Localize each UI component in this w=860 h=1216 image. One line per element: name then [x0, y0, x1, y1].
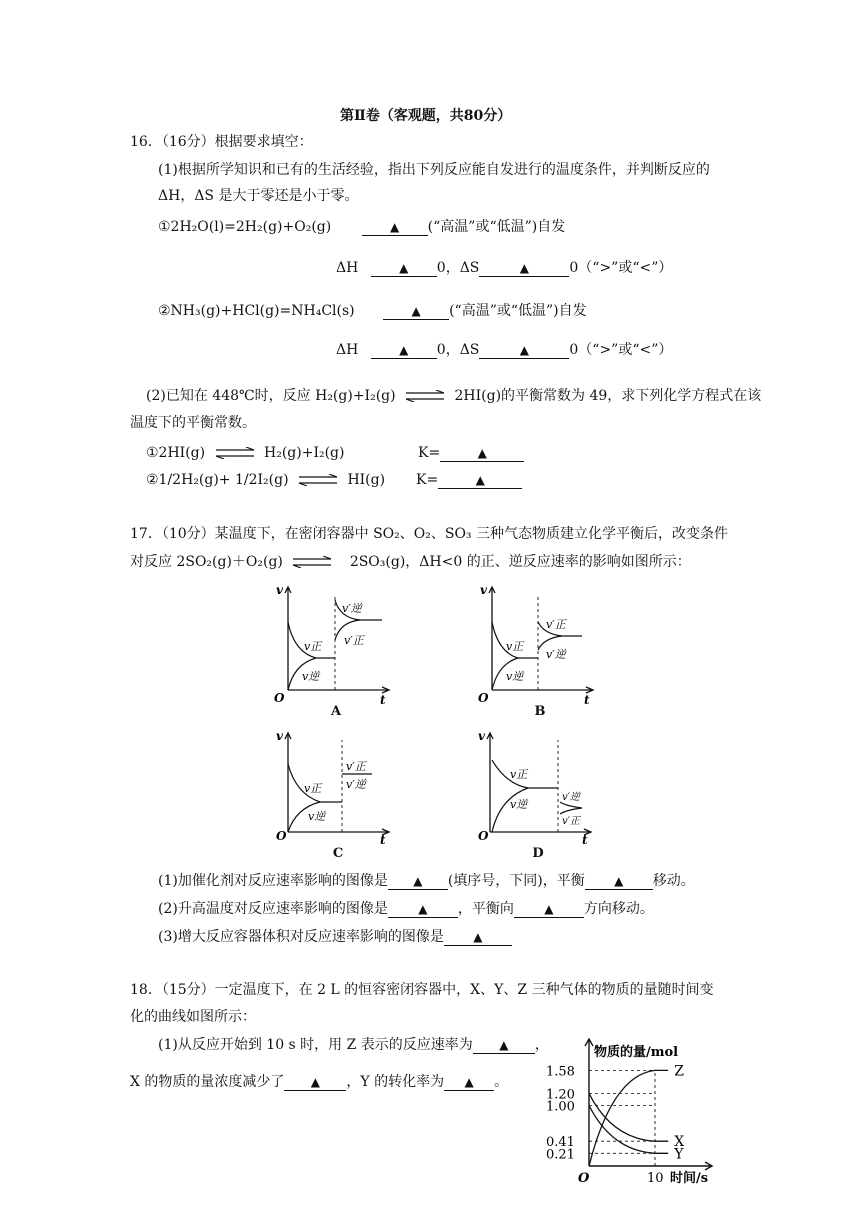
triangle-icon: ▲	[310, 1075, 321, 1089]
q18-sub-1-cont	[130, 1072, 508, 1092]
y-axis-label: 物质的量/mol	[594, 1045, 679, 1060]
q16-part1-text: (1)根据所学知识和已有的生活经验，指出下列反应能自发进行的温度条件，并判断反应的	[158, 162, 710, 178]
q16-k1	[418, 443, 524, 463]
equilibrium-arrows-icon	[214, 447, 256, 459]
q16-part2-line2: 温度下的平衡常数。	[130, 415, 256, 431]
q16-r2-sign-line	[336, 340, 672, 360]
answer-blank[interactable]	[284, 1074, 346, 1091]
q17-text-2	[130, 552, 691, 572]
q17-text-2a: 对反应 2SO₂(g)＋O₂(g)	[130, 554, 283, 570]
y-tick-label: 1.20	[546, 1087, 575, 1103]
triangle-icon: ▲	[614, 874, 624, 888]
y-tick-label: 0.41	[546, 1135, 575, 1151]
q16-heading: 16．（16分）根据要求填空：	[130, 134, 313, 150]
eq2-right: HI(g)	[347, 472, 386, 488]
y-tick-label: 0.21	[546, 1147, 575, 1163]
triangle-icon: ▲	[519, 261, 529, 275]
triangle-icon: ▲	[390, 220, 400, 234]
v-forward-label: v正	[304, 782, 322, 795]
equilibrium-arrows-icon	[291, 556, 333, 568]
rate-graph-a	[268, 582, 398, 704]
triangle-icon: ▲	[499, 1038, 509, 1052]
origin-label: O	[478, 691, 489, 704]
series-line-x	[589, 1093, 668, 1141]
eq2-left: ②1/2H₂(g)+ 1/2I₂(g)	[146, 472, 289, 488]
sub2-text-b: ，平衡向	[457, 901, 514, 917]
eq1-right: H₂(g)+I₂(g)	[264, 445, 345, 461]
answer-blank[interactable]	[438, 472, 522, 489]
axis-t-label: t	[380, 693, 386, 704]
amount-time-chart	[540, 1036, 720, 1184]
q18-text-2: 化的曲线如图所示：	[130, 1009, 256, 1025]
graph-a-label: A	[330, 704, 342, 719]
section-title: 第Ⅱ卷（客观题，共80分）	[340, 108, 512, 124]
q17-sub-3	[158, 927, 512, 947]
axis-t-label: t	[584, 693, 590, 704]
k-label: K=	[418, 445, 441, 461]
origin-label: O	[274, 691, 285, 704]
v-forward-label: v正	[506, 640, 524, 653]
q17-text-2b: 2SO₃(g)，ΔH<0 的正、逆反应速率的影响如图所示：	[349, 554, 691, 570]
v-reverse-label: v逆	[510, 798, 528, 811]
rate-graph-c	[268, 728, 398, 844]
triangle-icon: ▲	[418, 902, 428, 916]
origin-label: O	[478, 829, 489, 843]
triangle-icon: ▲	[473, 930, 483, 944]
vprime-reverse-label: v′逆	[546, 648, 566, 661]
triangle-icon: ▲	[399, 343, 409, 357]
sub1-text-b: (填序号，下同)，平衡	[447, 873, 585, 889]
delta-s-label: 0，ΔS	[436, 342, 480, 358]
q16-eq-2	[146, 470, 385, 490]
answer-blank[interactable]	[371, 260, 437, 277]
y-tick-label: 1.00	[546, 1099, 575, 1115]
q18-sub1-text: (1)从反应开始到 10 s 时，用 Z 表示的反应速率为	[158, 1037, 473, 1053]
triangle-icon: ▲	[413, 874, 423, 888]
vprime-forward-label: v′正	[346, 760, 366, 773]
answer-blank[interactable]	[440, 445, 524, 462]
sign-hint: 0（“>”或“<”）	[569, 342, 673, 358]
answer-blank[interactable]	[473, 1037, 535, 1054]
vprime-reverse-label: v′逆	[346, 778, 366, 791]
series-label-z: Z	[674, 1063, 684, 1080]
x-axis-label: 时间/s	[670, 1171, 709, 1184]
graph-d-label: D	[532, 846, 544, 861]
answer-blank[interactable]	[444, 929, 512, 946]
answer-blank[interactable]	[388, 901, 458, 918]
vprime-reverse-label: v′逆	[562, 792, 580, 803]
vprime-forward-label: v′正	[344, 634, 364, 647]
temp-hint: (“高温”或“低温”)自发	[427, 219, 566, 235]
q18-text-b: ，Y 的转化率为	[346, 1074, 445, 1090]
answer-blank[interactable]	[383, 303, 449, 320]
x-tick-label: 10	[647, 1171, 664, 1184]
q17-sub-2	[158, 899, 654, 919]
q18-text-c: 。	[494, 1074, 509, 1090]
equilibrium-arrows-icon	[297, 474, 339, 486]
reaction-2-equation: ②NH₃(g)+HCl(g)=NH₄Cl(s)	[158, 303, 355, 319]
equilibrium-arrows-icon	[404, 390, 446, 402]
y-tick-label: 1.58	[546, 1064, 575, 1080]
axis-v-label: v	[276, 729, 283, 743]
answer-blank[interactable]	[388, 873, 448, 890]
temp-hint: (“高温”或“低温”)自发	[449, 303, 587, 319]
sub1-text-c: 移动。	[652, 873, 695, 889]
answer-blank[interactable]	[371, 342, 437, 359]
graph-b-label: B	[534, 704, 546, 719]
q18-text-1: 18．（15分）一定温度下，在 2 L 的恒容密闭容器中，X、Y、Z 三种气体的物质的量随时间变	[130, 982, 714, 998]
triangle-icon: ▲	[399, 261, 409, 275]
q18-sub-1	[158, 1035, 549, 1055]
triangle-icon: ▲	[475, 473, 485, 487]
q16-eq-1	[146, 443, 344, 463]
q16-reaction-2	[158, 301, 587, 321]
triangle-icon: ▲	[519, 343, 529, 357]
triangle-icon: ▲	[464, 1075, 474, 1089]
delta-h-label: ΔH	[336, 260, 359, 276]
sub3-text-a: (3)增大反应容器体积对反应速率影响的图像是	[158, 929, 444, 945]
q16-reaction-1	[158, 217, 565, 237]
v-reverse-label: v逆	[308, 810, 326, 823]
series-line-z	[589, 1070, 668, 1166]
series-label-x: X	[674, 1134, 685, 1151]
sub2-text-c: 方向移动。	[583, 901, 654, 917]
answer-blank[interactable]	[514, 901, 584, 918]
sign-hint: 0（“>”或“<”）	[569, 260, 673, 276]
vprime-forward-label: v′正	[546, 618, 566, 631]
v-reverse-label: v逆	[506, 670, 524, 683]
q18-sub1-end: ，	[534, 1037, 549, 1053]
rate-graph-d	[470, 728, 600, 844]
q18-text-a: X 的物质的量浓度减少了	[130, 1074, 285, 1090]
delta-h-label: ΔH	[336, 342, 359, 358]
answer-blank[interactable]	[479, 342, 569, 359]
v-forward-label: v正	[304, 640, 322, 653]
rate-graph-b	[472, 582, 602, 704]
axis-v-label: v	[276, 583, 283, 597]
q16-part2-line	[146, 386, 761, 406]
reaction-1-equation: ①2H₂O(l)=2H₂(g)+O₂(g)	[158, 219, 332, 235]
triangle-icon: ▲	[477, 446, 487, 460]
triangle-icon: ▲	[411, 304, 421, 318]
graph-c-label: C	[332, 846, 344, 861]
k-label: K=	[416, 472, 439, 488]
vprime-forward-label: v′正	[562, 816, 580, 827]
answer-blank[interactable]	[585, 873, 653, 890]
sub2-text-a: (2)升高温度对反应速率影响的图像是	[158, 901, 388, 917]
axis-v-label: v	[478, 729, 485, 743]
answer-blank[interactable]	[444, 1074, 494, 1091]
answer-blank[interactable]	[362, 219, 428, 236]
q16-part1-text-b: ΔH，ΔS 是大于零还是小于零。	[158, 188, 359, 204]
eq1-left: ①2HI(g)	[146, 445, 206, 461]
q16-r1-sign-line	[336, 258, 672, 278]
vprime-reverse-label: v′逆	[342, 602, 362, 615]
origin-label: O	[276, 829, 287, 843]
part2-text-a: (2)已知在 448℃时，反应 H₂(g)+I₂(g)	[146, 388, 396, 404]
v-forward-label: v正	[510, 768, 528, 781]
q16-k2	[416, 470, 522, 490]
series-label-y: Y	[674, 1146, 684, 1163]
q17-sub-1	[158, 871, 695, 891]
triangle-icon: ▲	[544, 902, 554, 916]
axis-t-label: t	[380, 833, 386, 844]
part2-text-b: 2HI(g)的平衡常数为 49，求下列化学方程式在该	[454, 388, 762, 404]
delta-s-label: 0，ΔS	[436, 260, 480, 276]
axis-v-label: v	[480, 583, 487, 597]
sub1-text-a: (1)加催化剂对反应速率影响的图像是	[158, 873, 388, 889]
axis-t-label: t	[582, 833, 588, 844]
v-reverse-label: v逆	[302, 670, 320, 683]
origin-label: O	[578, 1171, 590, 1184]
answer-blank[interactable]	[479, 260, 569, 277]
q17-text-1: 17．（10分）某温度下，在密闭容器中 SO₂、O₂、SO₃ 三种气态物质建立化学平衡后，改变条件	[130, 526, 728, 542]
